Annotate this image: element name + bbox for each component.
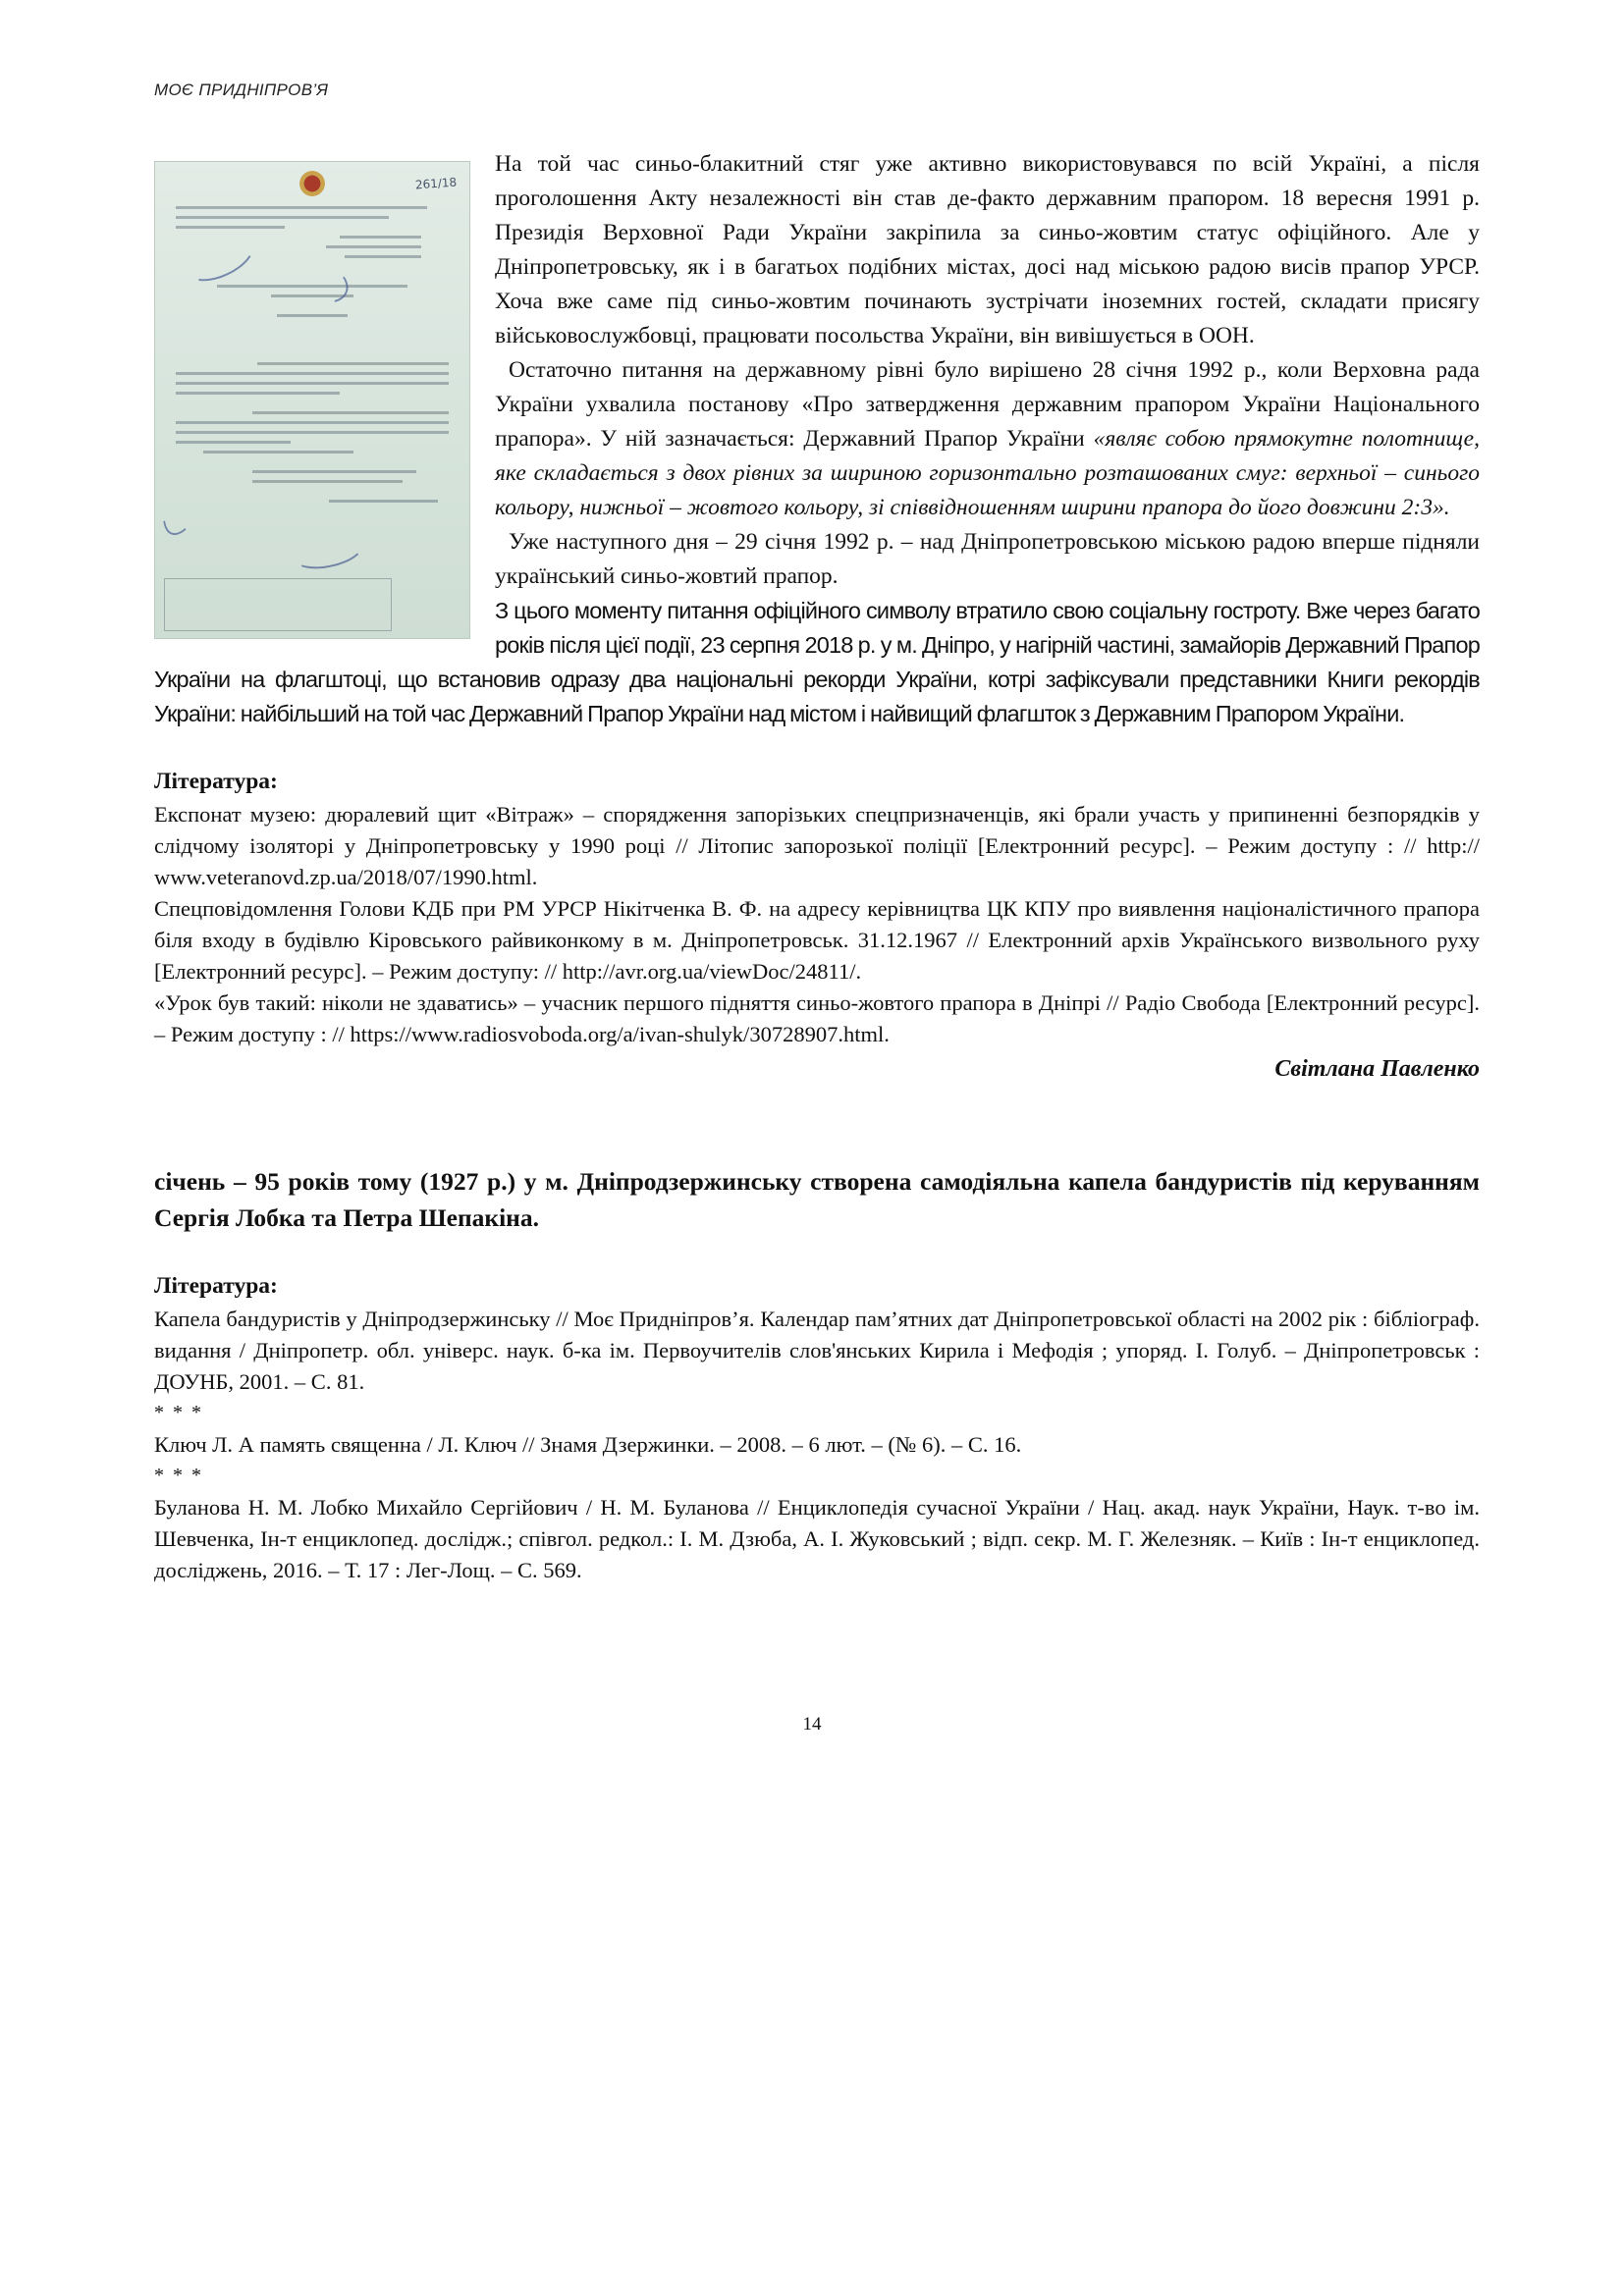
literature-heading: Література: — [154, 1273, 278, 1299]
entry-separator: * * * — [154, 1465, 203, 1486]
literature-item: Ключ Л. А память священна / Л. Ключ // Знамя Дзержинки. – 2008. – 6 лют. – (№ 6). – С. 16. — [154, 1432, 1022, 1457]
article-paragraph-4: З цього моменту питання офіційного символу втратило свою соціальну гостроту. Вже через багато років після цієї події, 23 серпня 2018 р. у м. Дніпро, у нагірній частині, замайорів Державний Прапор України на флагштоці, що встановив одразу два національні рекорди України, котрі зафіксували представники Книги рекордів України: найбільший на той час Державний Прапор України над містом і найвищий флагшток з Державним Прапором України. — [154, 598, 1480, 726]
page-content — [154, 147, 1480, 1586]
entry-separator: * * * — [154, 1402, 203, 1423]
article-paragraph-1: На той час синьо-блакитний стяг уже активно використовувався по всій Україні, а після проголошення Акту незалежності він став де-факто державним прапором. 18 вересня 1991 р. Президія Верховної Ради України закріпила за синьо-жовтим статус офіційного. Але у Дніпропетровську, як і в багатьох подібних містах, досі над міською радою висів прапор УРСР. Хоча вже саме під синьо-жовтим починають зустрічати іноземних гостей, складати присягу військовослужбовці, працювати посольства України, він вивішується в ООН. — [495, 151, 1480, 348]
running-title: МОЄ ПРИДНІПРОВ’Я — [154, 80, 329, 99]
literature-item: Капела бандуристів у Дніпродзержинську // Моє Придніпров’я. Календар пам’ятних дат Дніпропетровської області на 2002 рік : бібліограф. видання / Дніпропетр. обл. універс. наук. б-ка ім. Первоучителів слов'янських Кирила і Мефодія ; упоряд. І. Голуб. – Дніпропетровськ : ДОУНБ, 2001. – С. 81. — [154, 1307, 1480, 1394]
flag-definition-quote: «являє собою прямокутне полотнище, яке складається з двох рівних за шириною горизонтально розташованих смуг: верхньої – синього кольору, нижньої – жовтого кольору, зі співвідношенням ширини прапора до його довжини 2:3». — [495, 426, 1480, 520]
article-author: Світлана Павленко — [1274, 1056, 1480, 1082]
article-paragraph-2-lead: Остаточно питання на державному рівні було вирішено 28 січня 1992 р., коли Верховна рада України ухвалила постанову «Про затвердження державним прапором України Національного прапора». У ній зазначається: Державний Прапор України — [495, 357, 1480, 452]
literature-item: «Урок був такий: ніколи не здаватись» – учасник першого підняття синьо-жовтого прапора в Дніпрі // Радіо Свобода [Електронний ресурс]. – Режим доступу : // https://www.radiosvoboda.org/a/ivan-shulyk/30728907.html. — [154, 990, 1480, 1046]
calendar-event-entry: січень – 95 років тому (1927 р.) у м. Дніпродзержинську створена самодіяльна капела бандуристів під керуванням Сергія Лобка та Петра Шепакіна. — [154, 1167, 1480, 1232]
document-handwritten-number: 261/18 — [414, 175, 458, 192]
page-number: 14 — [802, 1714, 822, 1735]
document-body-lines — [176, 362, 449, 509]
literature-item: Буланова Н. М. Лобко Михайло Сергійович / Н. М. Буланова // Енциклопедія сучасної України / Нац. акад. наук України, Наук. т-во ім. Шевченка, Ін-т енциклопед. дослідж.; співгол. редкол.: І. М. Дзюба, А. І. Жуковський ; відп. секр. М. Г. Железняк. – Київ : Ін-т енциклопед. досліджень, 2016. – Т. 17 : Лег-Лощ. – С. 569. — [154, 1495, 1480, 1582]
official-signature — [289, 527, 366, 575]
archive-stamp — [164, 578, 392, 631]
ussr-emblem-icon — [299, 171, 325, 196]
archival-document-photo — [154, 161, 470, 639]
literature-heading: Література: — [154, 769, 278, 794]
literature-item: Спецповідомлення Голови КДБ при РМ УРСР Нікітченка В. Ф. на адресу керівництва ЦК КПУ про виявлення націоналістичного прапора біля входу в будівлю Кіровського райвиконкому в м. Дніпропетровськ. 31.12.1967 // Електронний архів Українського визвольного руху [Електронний ресурс]. – Режим доступу: // http://avr.org.ua/viewDoc/24811/. — [154, 896, 1480, 984]
article-paragraph-3: Уже наступного дня – 29 січня 1992 р. – над Дніпропетровською міською радою вперше підняли український синьо-жовтий прапор. — [495, 529, 1480, 589]
literature-item: Експонат музею: дюралевий щит «Вітраж» – спорядження запорізьких спецпризначенців, які брали участь у припиненні безпорядків у слідчому ізоляторі у Дніпропетровську у 1990 році // Літопис запорозької поліції [Електронний ресурс]. – Режим доступу : // http:// www.veteranovd.zp.ua/2018/07/1990.html. — [154, 802, 1480, 889]
